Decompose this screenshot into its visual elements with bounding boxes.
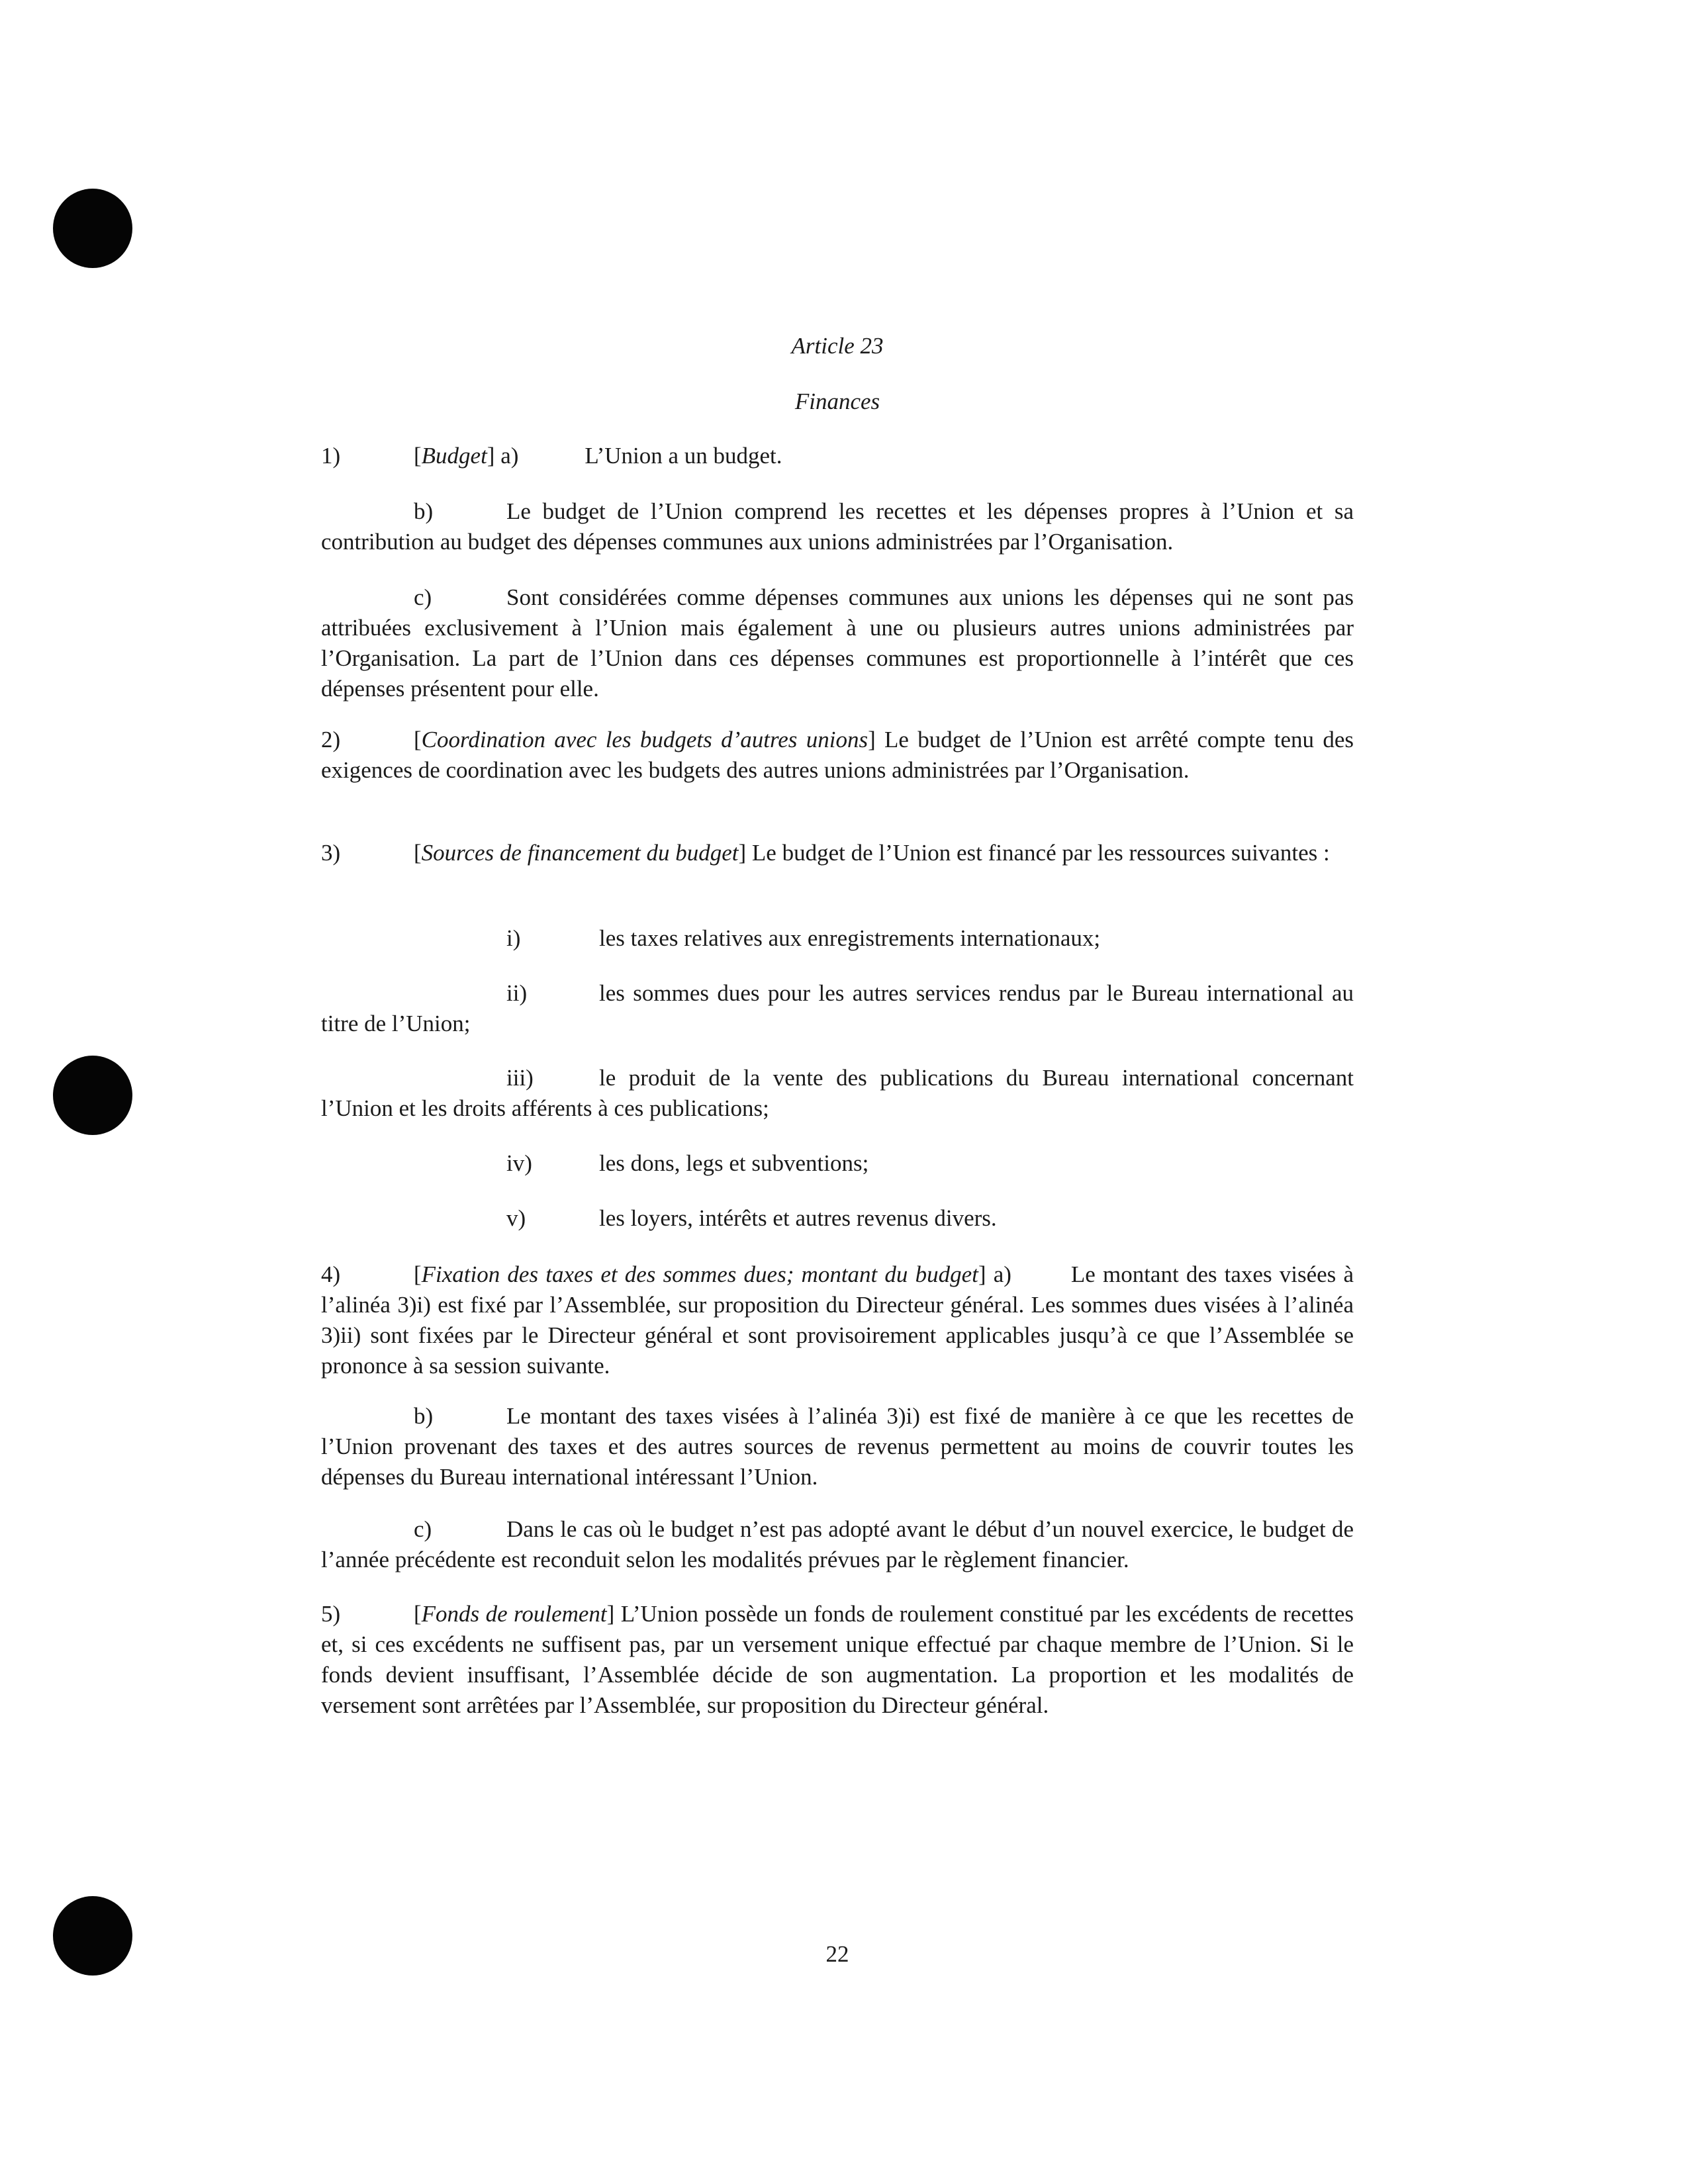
article-number: Article 23 <box>791 333 884 359</box>
para-text: Le budget de l’Union est arrêté compte tenu des exigences de coordination avec les budgets des autres unions administrées par l’Organisation. <box>321 727 1354 783</box>
para-text: Le budget de l’Union comprend les recettes et les dépenses propres à l’Union et sa contribution au budget des dépenses communes aux unions administrées par l’Organisation. <box>321 498 1354 555</box>
para-heading: Fonds de roulement <box>421 1601 607 1627</box>
para-text: L’Union possède un fonds de roulement constitué par les excédents de recettes et, si ces excédents ne suffisent pas, par un versement unique effectué par chaque membre de l’Union. Si le fonds devient insuffisant, l’Assemblée décide de son augmentation. La proportion et les modalités de versement sont arrêtées par l’Assemblée, sur proposition du Directeur général. <box>321 1601 1354 1718</box>
list-item-iii <box>321 1063 1354 1124</box>
para-text: Dans le cas où le budget n’est pas adopté avant le début d’un nouvel exercice, le budget de l’année précédente est reconduit selon les modalités prévues par le règlement financier. <box>321 1516 1354 1572</box>
page-number: 22 <box>825 1941 849 1967</box>
paragraph-4b <box>321 1401 1354 1492</box>
article-title: Finances <box>794 388 880 414</box>
sub-label: c) <box>414 584 432 610</box>
paragraph-3: 3) [Sources de financement du budget] Le budget de l’Union est financé par les ressources suivantes : <box>321 838 1354 868</box>
punch-hole-bottom <box>53 1896 132 1976</box>
list-item-iv <box>321 1148 1354 1179</box>
para-text: Sont considérées comme dépenses communes aux unions les dépenses qui ne sont pas attribuées exclusivement à l’Union mais également à une ou plusieurs autres unions administrées par l’Organisation. La part de l’Union dans ces dépenses communes est proportionnelle à l’intérêt que ces dépenses présentent pour elle. <box>321 584 1354 702</box>
para-text: Le budget de l’Union est financé par les ressources suivantes : <box>751 840 1330 866</box>
paragraph-1b <box>321 496 1354 557</box>
para-heading: Sources de financement du budget <box>421 840 739 866</box>
paragraph-4a: 4) [Fixation des taxes et des sommes dues; montant du budget] a) Le montant des taxes visées à l’alinéa 3)i) est fixé par l’Assemblée, sur proposition du Directeur général. Les sommes dues visées à l’alinéa 3)ii) sont fixées par le Directeur général et sont provisoirement applicables jusqu’à ce que l’Assemblée se prononce à sa session suivante. <box>321 1259 1354 1381</box>
para-number: 2) <box>321 727 341 752</box>
punch-hole-top <box>53 189 132 268</box>
para-heading: Coordination avec les budgets d’autres unions <box>421 727 868 752</box>
item-text: les taxes relatives aux enregistrements internationaux; <box>599 925 1101 951</box>
paragraph-5: 5) [Fonds de roulement] L’Union possède un fonds de roulement constitué par les excédents de recettes et, si ces excédents ne suffisent pas, par un versement unique effectué par chaque membre de l’Union. Si le fonds devient insuffisant, l’Assemblée décide de son augmentation. La proportion et les modalités de versement sont arrêtées par l’Assemblée, sur proposition du Directeur général. <box>321 1599 1354 1721</box>
sub-label: c) <box>414 1516 432 1542</box>
paragraph-1a: 1) [Budget] a) L’Union a un budget. <box>321 441 1354 471</box>
item-text: les sommes dues pour les autres services rendus par le Bureau international au titre de l’Union; <box>321 980 1354 1036</box>
punch-hole-middle <box>53 1056 132 1135</box>
para-heading: Budget <box>421 443 487 469</box>
sub-label: b) <box>414 498 434 524</box>
para-text: Le montant des taxes visées à l’alinéa 3)i) est fixé de manière à ce que les recettes de l’Union provenant des taxes et des autres sources de revenus permettent au moins de couvrir toutes les dépenses du Bureau international intéressant l’Union. <box>321 1403 1354 1490</box>
paragraph-2: 2) [Coordination avec les budgets d’autres unions] Le budget de l’Union est arrêté compte tenu des exigences de coordination avec les budgets des autres unions administrées par l’Organisation. <box>321 725 1354 786</box>
item-label: i) <box>506 925 521 951</box>
sub-label: a) <box>500 443 519 469</box>
para-number: 1) <box>321 443 341 469</box>
para-text: Le montant des taxes visées à l’alinéa 3)i) est fixé par l’Assemblée, sur proposition du Directeur général. Les sommes dues visées à l’alinéa 3)ii) sont fixées par le Directeur général et sont provisoirement applicables jusqu’à ce que l’Assemblée se prononce à sa session suivante. <box>321 1261 1354 1379</box>
list-item-ii <box>321 978 1354 1039</box>
para-number: 5) <box>321 1601 341 1627</box>
paragraph-1c <box>321 582 1354 704</box>
item-label: iv) <box>506 1150 532 1176</box>
item-label: iii) <box>506 1065 534 1091</box>
para-text: L’Union a un budget. <box>585 443 782 469</box>
list-item-i <box>321 923 1354 954</box>
paragraph-4c <box>321 1514 1354 1575</box>
para-number: 4) <box>321 1261 341 1287</box>
item-text: les dons, legs et subventions; <box>599 1150 869 1176</box>
item-label: ii) <box>506 980 528 1006</box>
item-text: le produit de la vente des publications du Bureau international concernant l’Union et les droits afférents à ces publications; <box>321 1065 1354 1121</box>
sub-label: a) <box>993 1261 1011 1287</box>
para-number: 3) <box>321 840 341 866</box>
sub-label: b) <box>414 1403 434 1429</box>
list-item-v <box>321 1203 1354 1234</box>
item-label: v) <box>506 1205 526 1231</box>
para-heading: Fixation des taxes et des sommes dues; montant du budget <box>421 1261 978 1287</box>
item-text: les loyers, intérêts et autres revenus divers. <box>599 1205 997 1231</box>
